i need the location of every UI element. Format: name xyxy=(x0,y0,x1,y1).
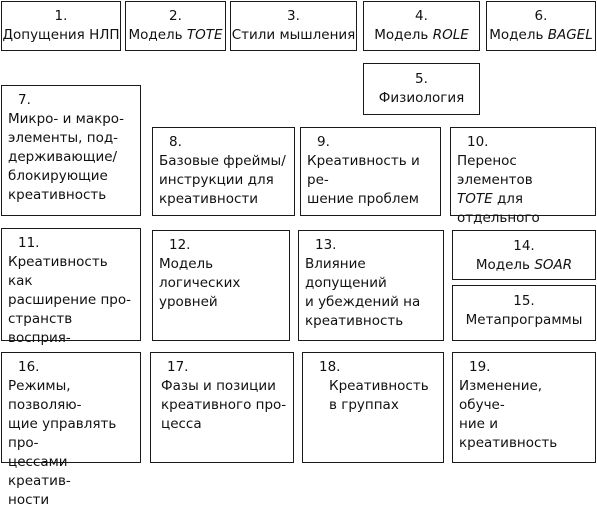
box-number: 7. xyxy=(18,92,31,108)
box-12-logical-levels xyxy=(152,230,290,341)
box-number: 18. xyxy=(319,359,341,375)
box-label: Физиология xyxy=(378,90,465,106)
box-label xyxy=(126,26,225,45)
box-label: Креативность и ре- шение проблем xyxy=(307,153,420,207)
box-14-soar-model xyxy=(452,230,596,280)
box-label xyxy=(364,26,479,45)
box-4-role-model xyxy=(363,1,480,51)
box-13-beliefs-influence xyxy=(298,230,444,341)
box-6-bagel-model xyxy=(486,1,596,51)
box-label: Изменение, обуче- ние и креативность xyxy=(459,378,558,451)
box-5-physiology xyxy=(363,63,480,115)
box-15-metaprograms xyxy=(452,285,596,341)
box-label-prefix: Модель xyxy=(374,27,433,43)
box-number: 4. xyxy=(415,8,428,24)
box-19-change-learning-creativity xyxy=(452,352,596,463)
box-label-italic: ROLE xyxy=(432,27,469,43)
box-label: Модель логических уровней xyxy=(159,256,241,310)
box-number: 14. xyxy=(513,238,535,254)
box-number: 8. xyxy=(169,134,182,150)
box-16-creativity-modes xyxy=(1,352,141,508)
box-label xyxy=(453,256,595,275)
box-label: Креативность как расширение про- странств восприя- xyxy=(8,254,131,346)
box-label-italic: BAGEL xyxy=(547,27,593,43)
box-number: 3. xyxy=(287,8,300,24)
box-10-tote-transfer xyxy=(450,127,596,226)
box-label: Режимы, позволяю- щие управлять про- цессами креатив- ности xyxy=(8,378,117,508)
box-number: 1. xyxy=(54,8,68,24)
box-number: 19. xyxy=(469,359,491,375)
box-number: 9. xyxy=(317,134,330,150)
box-label: Креативность в группах xyxy=(329,378,429,413)
box-number: 15. xyxy=(513,293,535,309)
box-number: 10. xyxy=(467,134,489,150)
box-label-prefix: Модель xyxy=(489,27,548,43)
box-label-line1: Перенос элементов xyxy=(457,153,533,188)
box-11-perception-expansion xyxy=(1,228,141,346)
box-18-group-creativity xyxy=(302,352,444,463)
box-label: Допущения НЛП xyxy=(2,27,120,43)
box-9-creativity-problem-solving xyxy=(300,127,441,216)
box-label-italic: SOAR xyxy=(534,257,573,273)
box-3-thinking-styles xyxy=(230,1,357,51)
box-label: Стили мышления xyxy=(231,27,356,43)
box-label-prefix: Модель xyxy=(128,27,187,43)
box-label-after-italic: для отдельного xyxy=(457,191,540,226)
box-2-tote-model xyxy=(125,1,226,51)
box-8-basic-frames xyxy=(152,127,295,216)
box-number: 13. xyxy=(315,237,337,253)
box-number: 17. xyxy=(167,359,189,375)
box-17-creative-process-phases xyxy=(150,352,294,463)
box-number: 12. xyxy=(169,237,191,253)
box-label: Фазы и позиции креативного про- цесса xyxy=(161,378,287,432)
box-1-nlp-presuppositions xyxy=(1,1,121,51)
box-number: 16. xyxy=(18,359,40,375)
box-label: Микро- и макро- элементы, под- держивающие/ блокирующие креативность xyxy=(8,111,124,203)
box-number: 2. xyxy=(169,8,182,24)
box-number: 11. xyxy=(18,235,40,251)
box-label-prefix: Модель xyxy=(475,257,535,273)
box-label-italic: TOTE xyxy=(186,27,223,43)
box-label-italic: TOTE xyxy=(457,191,493,207)
box-label: Метапрограммы xyxy=(465,312,583,328)
box-number: 5. xyxy=(415,71,428,87)
box-number: 6. xyxy=(534,8,548,24)
box-label: Базовые фреймы/ инструкции для креативности xyxy=(159,153,286,207)
box-label xyxy=(487,26,595,45)
box-7-micro-macro-elements xyxy=(1,85,141,216)
box-label: Влияние допущений и убеждений на креативность xyxy=(305,256,421,329)
